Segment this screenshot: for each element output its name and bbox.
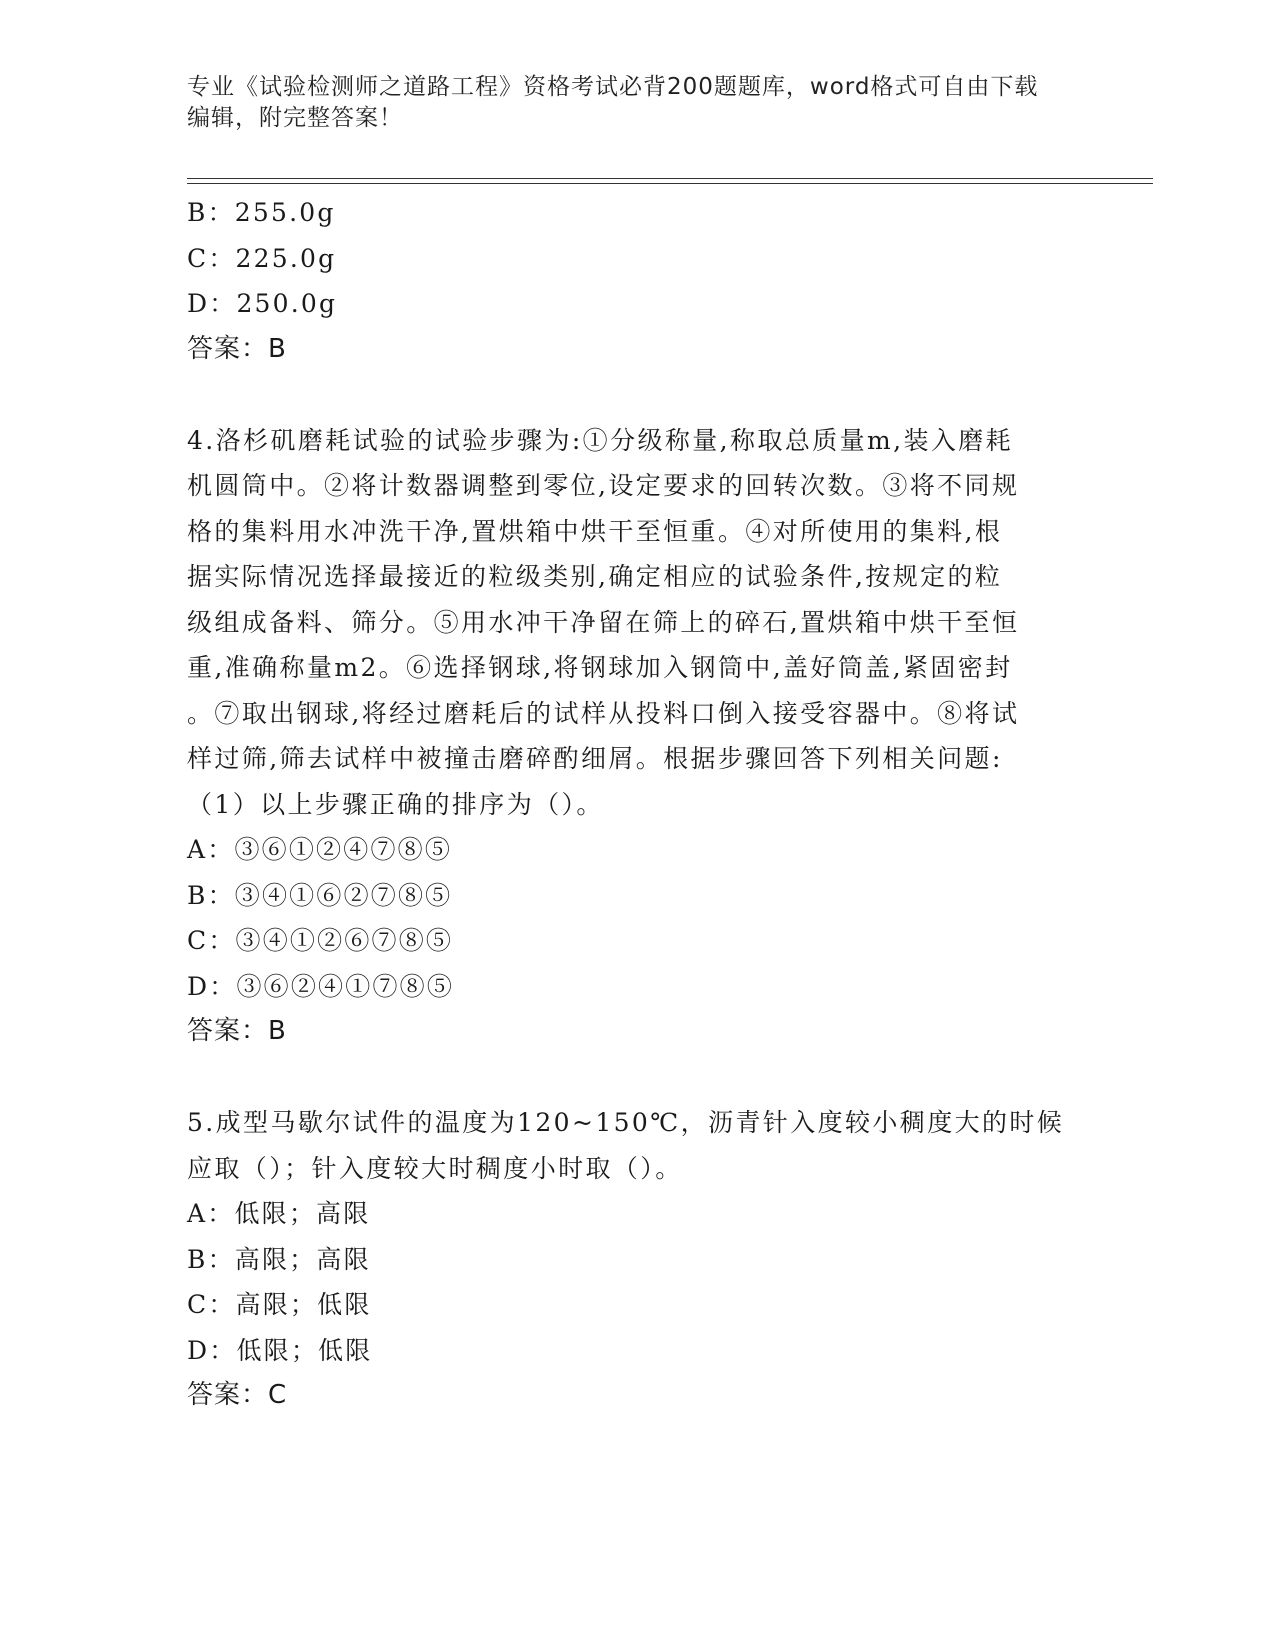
spacer	[187, 372, 1087, 418]
option-b: B：③④①⑥②⑦⑧⑤	[187, 880, 453, 910]
stem-line: 样过筛,筛去试样中被撞击磨碎酌细屑。根据步骤回答下列相关问题:	[187, 744, 1003, 773]
answer: 答案：B	[187, 1016, 287, 1046]
spacer	[187, 1055, 1087, 1101]
option-a: A：③⑥①②④⑦⑧⑤	[187, 835, 453, 864]
stem-line: 机圆筒中。②将计数器调整到零位,设定要求的回转次数。③将不同规	[187, 471, 1020, 500]
document-header	[187, 72, 1087, 134]
stem-line: 格的集料用水冲洗干净,置烘箱中烘干至恒重。④对所使用的集料,根	[187, 516, 1003, 546]
option-d: D：低限；低限	[187, 1335, 373, 1365]
option-a: A：低限；高限	[187, 1199, 371, 1228]
header-rule-top	[187, 178, 1153, 179]
option-b: B：高限；高限	[187, 1244, 371, 1274]
option-b: B：255.0g	[187, 198, 336, 227]
header-line-2: 编辑，附完整答案！	[187, 105, 403, 131]
option-c: C：高限；低限	[187, 1290, 372, 1319]
stem-line: 4.洛杉矶磨耗试验的试验步骤为:①分级称量,称取总质量m,装入磨耗	[187, 425, 1014, 455]
question-stem	[187, 418, 1077, 828]
question-stem	[187, 1100, 1077, 1191]
answer: 答案：C	[187, 1380, 288, 1410]
header-line-1: 专业《试验检测师之道路工程》资格考试必背200题题库，word格式可自由下载	[187, 74, 1039, 100]
question-5	[187, 1100, 1087, 1419]
stem-line: 重,准确称量m2。⑥选择钢球,将钢球加入钢筒中,盖好筒盖,紧固密封	[187, 653, 1013, 682]
header-rule-bottom	[187, 183, 1153, 184]
stem-line: 应取（）；针入度较大时稠度小时取（）。	[187, 1153, 683, 1183]
stem-line: 级组成备料、筛分。⑤用水冲干净留在筛上的碎石,置烘箱中烘干至恒	[187, 607, 1020, 637]
stem-line: （1）以上步骤正确的排序为（）。	[187, 789, 604, 819]
question-4	[187, 418, 1087, 1055]
answer: 答案：B	[187, 333, 287, 364]
stem-line: 。⑦取出钢球,将经过磨耗后的试样从投料口倒入接受容器中。⑧将试	[187, 698, 1020, 728]
stem-line: 5.成型马歇尔试件的温度为120~150℃，沥青针入度较小稠度大的时候	[187, 1108, 1065, 1137]
question-3	[187, 190, 1087, 372]
option-c: C：③④①②⑥⑦⑧⑤	[187, 926, 454, 955]
option-c: C：225.0g	[187, 243, 337, 273]
document-body	[187, 190, 1087, 1419]
option-d: D：③⑥②④①⑦⑧⑤	[187, 971, 455, 1001]
stem-line: 据实际情况选择最接近的粒级类别,确定相应的试验条件,按规定的粒	[187, 562, 1003, 591]
option-d: D：250.0g	[187, 289, 338, 318]
